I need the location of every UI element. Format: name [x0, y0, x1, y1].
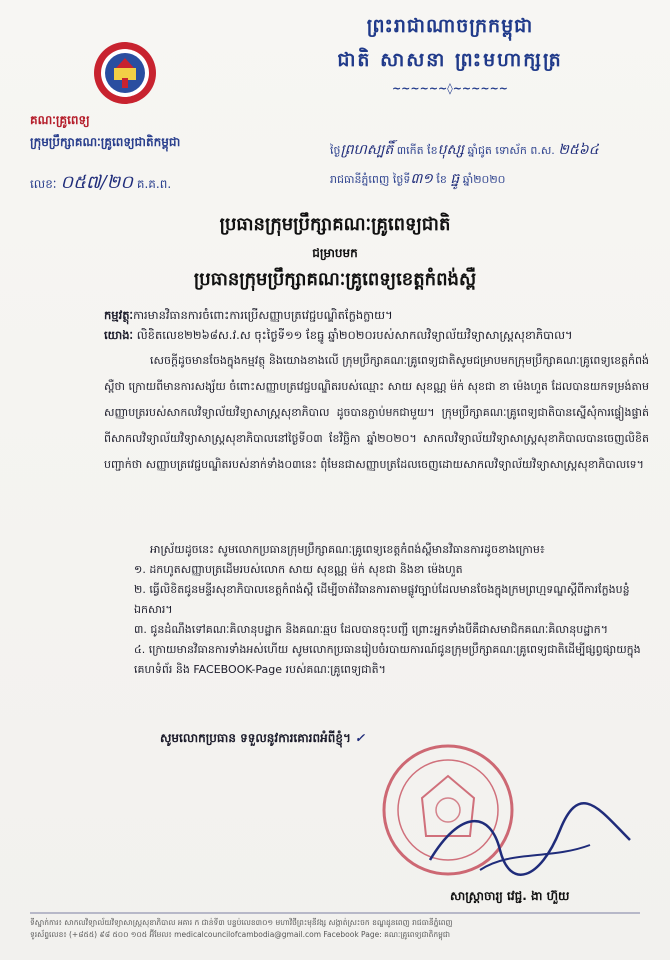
list-item: ៤. ក្រោយមានវិធានការទាំងអស់ហើយ សូមលោកប្រធានរៀបចំរបាយការណ៍ជូនក្រុមប្រឹក្សាគណៈគ្រូពេទ្យជាតិដើម្បីផ្សព្វផ្សាយក្នុងគេហទំព័រ និង FACEBOOK-Page របស់គណៈគ្រូពេទ្យជាតិ។	[134, 643, 641, 676]
lunar-date: ថ្ងៃព្រហស្បតិ៍ ៣កើត ខែបុស្ស ឆ្នាំជូត ទោស័ក ព.ស. ២៥៦៤	[330, 142, 599, 158]
footer	[30, 917, 640, 941]
body-paragraph: សេចក្តីដូចមានចែងក្នុងកម្មវត្ថុ និងយោងខាងលើ ក្រុមប្រឹក្សាគណៈគ្រូពេទ្យជាតិសូមជម្រាបមកក្រុមប្រឹក្សាគណៈគ្រូពេទ្យខេត្តកំពង់ស្ពឺថា ក្រោយពីមានការសង្ស័យ ចំពោះសញ្ញាបត្រវេជ្ជបណ្ឌិតរបស់ឈ្មោះ សាយ សុខណ្ណ ម៉ក់ សុខជា ខា ម៉េងហួត ដែលបានយកទម្រង់តាមសញ្ញាបត្ររបស់សាកលវិទ្យាល័យវិទ្យាសាស្ត្រសុខាភិបាល ដូចបានភ្ជាប់មកជាមួយ។ ក្រុមប្រឹក្សាគណៈគ្រូពេទ្យជាតិបានស្នើសុំការផ្ទៀងផ្ទាត់ពីសាកលវិទ្យាល័យវិទ្យាសាស្ត្រសុខាភិបាលនៅថ្ងៃទី០៣ ខែវិច្ឆិកា ឆ្នាំ២០២០។ សាកលវិទ្យាល័យវិទ្យាសាស្ត្រសុខាភិបាលបានចេញលិខិតបញ្ជាក់ថា សញ្ញាបត្រវេជ្ជបណ្ឌិតរបស់នាក់ទាំង០៣នេះ ពុំមែនជាសញ្ញាបត្រដែលចេញដោយសាកលវិទ្យាល័យវិទ្យាសាស្ត្រសុខាភិបាលទេ។	[104, 354, 649, 471]
action-list	[104, 540, 649, 680]
solar-date: រាជធានីភ្នំពេញ ថ្ងៃទី៣១ ខែ ធ្នូ ឆ្នាំ២០២០	[330, 171, 506, 187]
title-sender: ប្រធានក្រុមប្រឹក្សាគណៈគ្រូពេទ្យជាតិ	[219, 214, 451, 235]
kingdom-header	[300, 14, 600, 95]
list-item: ៣. ជូនដំណឹងទៅគណៈគិលានុបដ្ឋាក និងគណៈឆ្មប ដែលបានចុះបញ្ជី ព្រោះអ្នកទាំងបីគឺជាសមាជិកគណៈគិលានុបដ្ឋាក។	[134, 623, 608, 636]
organization-block	[30, 112, 310, 152]
closing-salutation: សូមលោកប្រធាន ទទួលនូវការគោរពអំពីខ្ញុំ។ ✓	[160, 731, 365, 745]
title-to: ជម្រាបមក	[312, 246, 358, 260]
ref-number: ០៥៧/២០	[60, 172, 134, 193]
ref-suffix: គ.គ.ព.	[136, 177, 172, 191]
list-intro: អាស្រ័យដូចនេះ សូមលោកប្រធានក្រុមប្រឹក្សាគណៈគ្រូពេទ្យខេត្តកំពង់ស្ពឺមានវិធានការដូចខាងក្រោម៖	[150, 543, 545, 556]
signer-name: សាស្ត្រាចារ្យ វេជ្ជ. ងា ហ៊ួយ	[450, 889, 570, 903]
title-recipient: ប្រធានក្រុមប្រឹក្សាគណៈគ្រូពេទ្យខេត្តកំពង់ស្ពឺ	[193, 269, 477, 290]
footer-address: ទីស្នាក់ការ៖ សាកលវិទ្យាល័យវិទ្យាសាស្ត្រសុខាភិបាល អគារ ក ជាន់ទី៣ បន្ទប់លេខ៣០១ មហាវិថីព្រះមុនីវង្ស សង្កាត់ស្រះចក ខណ្ឌដូនពេញ រាជធានីភ្នំពេញ	[30, 918, 453, 927]
subject-block	[104, 305, 644, 345]
initial-mark: ✓	[354, 731, 365, 745]
kingdom-motto: ជាតិ សាសនា ព្រះមហាក្សត្រ	[337, 49, 563, 71]
header-ornament: ~~~~~~◊~~~~~~	[391, 82, 509, 95]
footer-divider	[30, 912, 640, 914]
medical-council-logo-icon	[92, 40, 158, 106]
reference-number	[30, 170, 171, 197]
kingdom-name: ព្រះរាជាណាចក្រកម្ពុជា	[366, 15, 534, 37]
subject-line: កម្មវត្ថុៈការមានវិធានការចំពោះការប្រើសញ្ញាបត្រវេជ្ជបណ្ឌិតក្លែងក្លាយ។	[104, 308, 393, 322]
org-name: គណៈគ្រូពេទ្យ	[30, 113, 90, 127]
footer-contact: ទូរស័ព្ទលេខ៖ (+៨៥៥) ៩៨ ៥០០ ១០៥ អ៊ីមែល៖ medicalcouncilofcambodia@gmail.com Facebook Page: គណៈគ្រូពេទ្យជាតិកម្ពុជា	[30, 930, 451, 939]
list-item: ២. ធ្វើលិខិតជូនមន្ទីរសុខាភិបាលខេត្តកំពង់ស្ពឺ ដើម្បីចាត់វិធានការតាមផ្លូវច្បាប់ដែលមានចែងក្នុងក្រមព្រហ្មទណ្ឌស្តីពីការក្លែងបន្លំឯកសារ។	[134, 583, 630, 616]
date-block	[330, 140, 650, 190]
list-item: ១. ដកហូតសញ្ញាបត្រដើមរបស់លោក សាយ សុខណ្ណ ម៉ក់ សុខជា និងខា ម៉េងហួត	[134, 563, 463, 576]
reference-line: យោងៈ លិខិតលេខ២២៦៨ស.វ.ស ចុះថ្ងៃទី១១ ខែធ្នូ ឆ្នាំ២០២០របស់សាកលវិទ្យាល័យវិទ្យាសាស្ត្រសុខាភិបាល។	[104, 328, 573, 342]
handwritten-signature-icon	[420, 790, 640, 900]
ref-prefix: លេខៈ	[30, 177, 57, 191]
letter-title	[0, 212, 670, 294]
org-council: ក្រុមប្រឹក្សាគណៈគ្រូពេទ្យជាតិកម្ពុជា	[30, 135, 181, 149]
